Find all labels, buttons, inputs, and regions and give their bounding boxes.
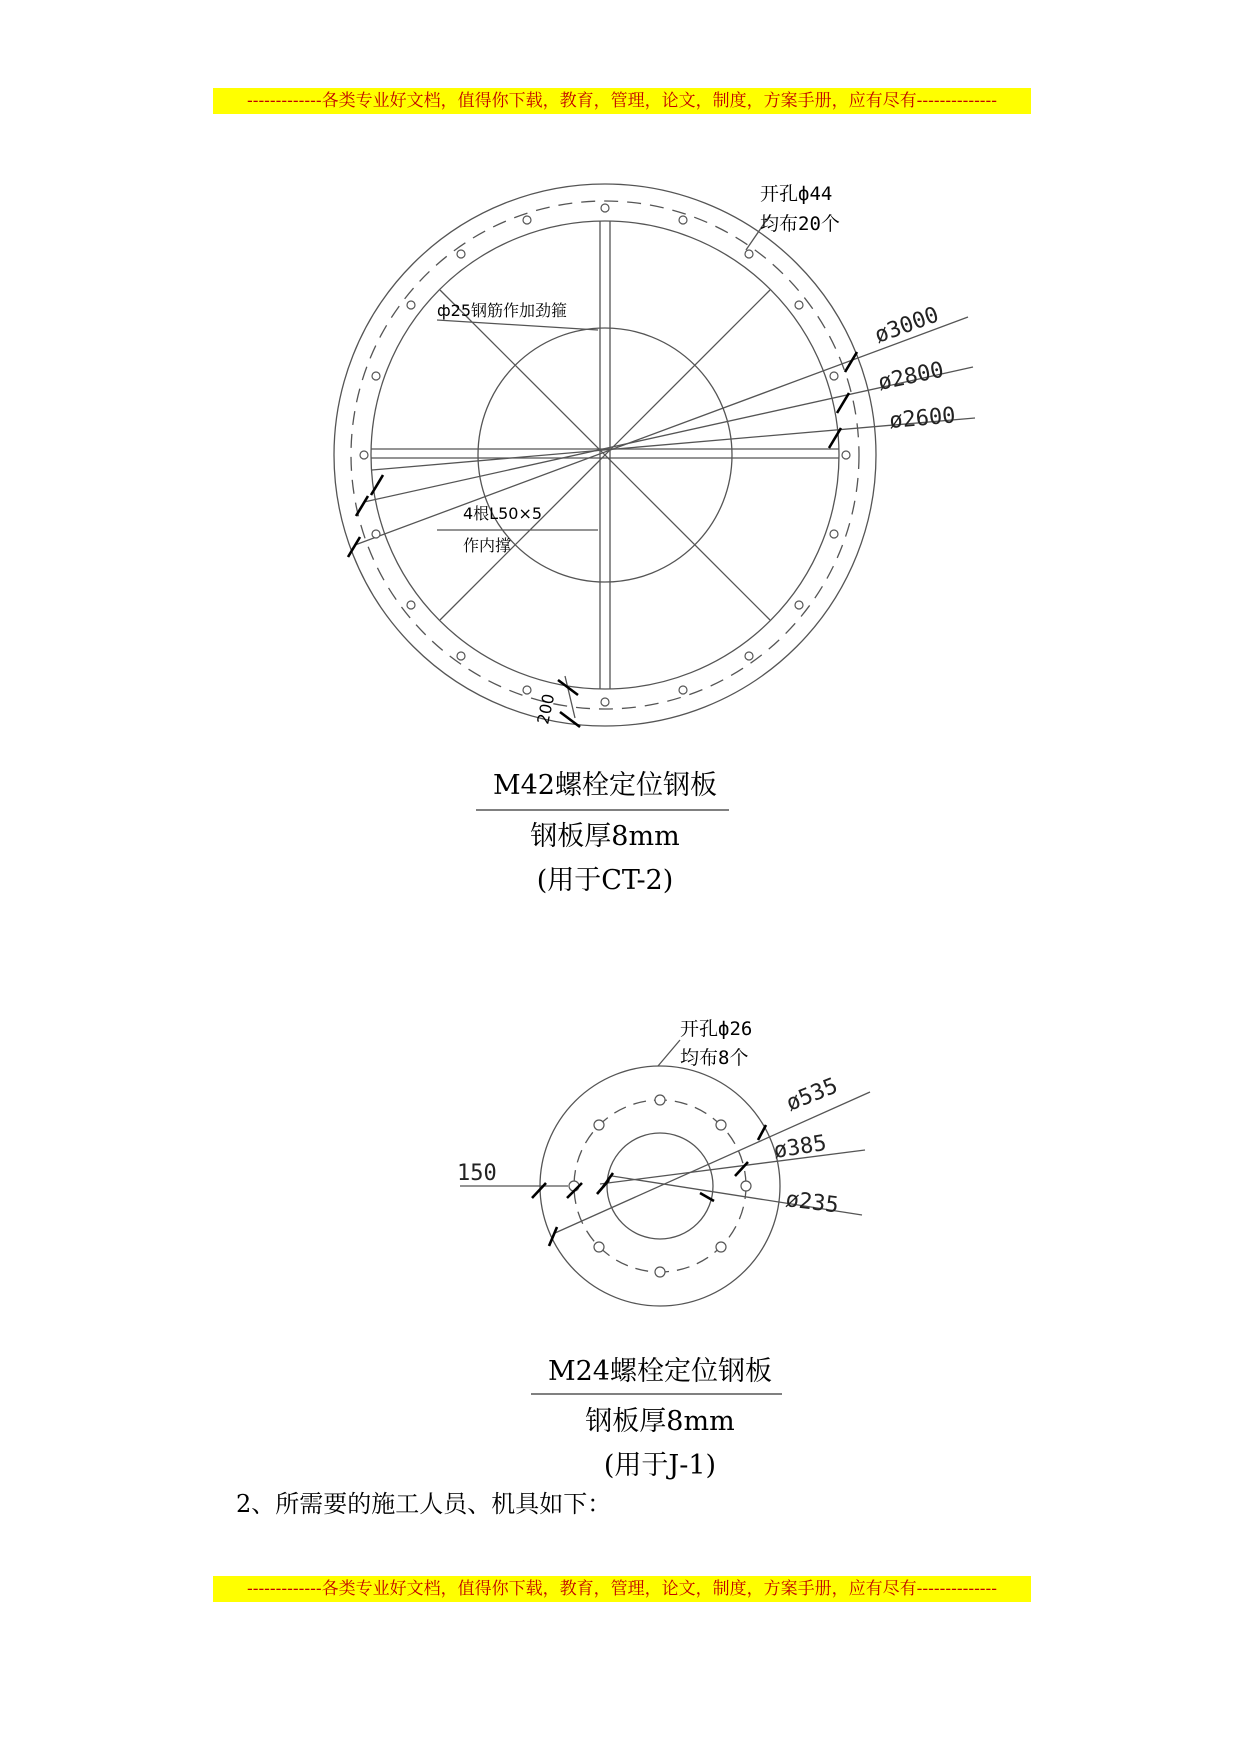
drawing2-caption [531, 1356, 782, 1481]
dim-mid-label: ø2800 [876, 357, 947, 396]
drawing2-usage: (用于J-1) [603, 1450, 717, 1481]
drawing1-subtitle: 钢板厚8mm [530, 821, 680, 852]
dim-outer-label-2: ø535 [782, 1073, 842, 1117]
drawing2-title: M24螺栓定位钢板 [547, 1356, 773, 1387]
drawing2-labels [457, 1018, 841, 1218]
strut-label-2: 作内撑 [463, 536, 512, 555]
drawing1-labels [437, 183, 957, 726]
footer-banner: -------------各类专业好文档，值得你下载，教育，管理，论文，制度，方案手册，应有尽有-------------- [213, 1576, 1031, 1602]
drawing1-caption [476, 770, 729, 896]
rebar-label: ф25钢筋作加劲箍 [437, 301, 568, 320]
dim-inner-label: ø2600 [888, 403, 957, 434]
drawing-m24-plate [460, 1040, 870, 1306]
drawing-m42-plate [334, 184, 975, 726]
hole-count-label-2: 均布8个 [680, 1047, 749, 1069]
hole-spec-label: 开孔ф44 [760, 183, 833, 205]
header-banner: -------------各类专业好文档，值得你下载，教育，管理，论文，制度，方案手册，应有尽有-------------- [213, 88, 1031, 114]
drawing2-subtitle: 钢板厚8mm [585, 1406, 735, 1437]
dim-width-label-2: 150 [457, 1161, 497, 1186]
body-paragraph: 2、所需要的施工人员、机具如下： [236, 1490, 612, 1518]
hole-spec-label-2: 开孔ф26 [680, 1018, 753, 1040]
drawing1-usage: (用于CT-2) [536, 865, 674, 896]
dim-width-label: 200 [533, 692, 559, 726]
drawing1-title: M42螺栓定位钢板 [492, 770, 718, 801]
dim-outer-label: ø3000 [871, 302, 943, 349]
strut-label-1: 4根L50×5 [463, 504, 543, 523]
dim-mid-label-2: ø385 [772, 1130, 829, 1164]
dim-inner-label-2: ø235 [784, 1187, 840, 1219]
hole-count-label: 均布20个 [760, 213, 840, 235]
drawing1-ticks [348, 352, 857, 727]
